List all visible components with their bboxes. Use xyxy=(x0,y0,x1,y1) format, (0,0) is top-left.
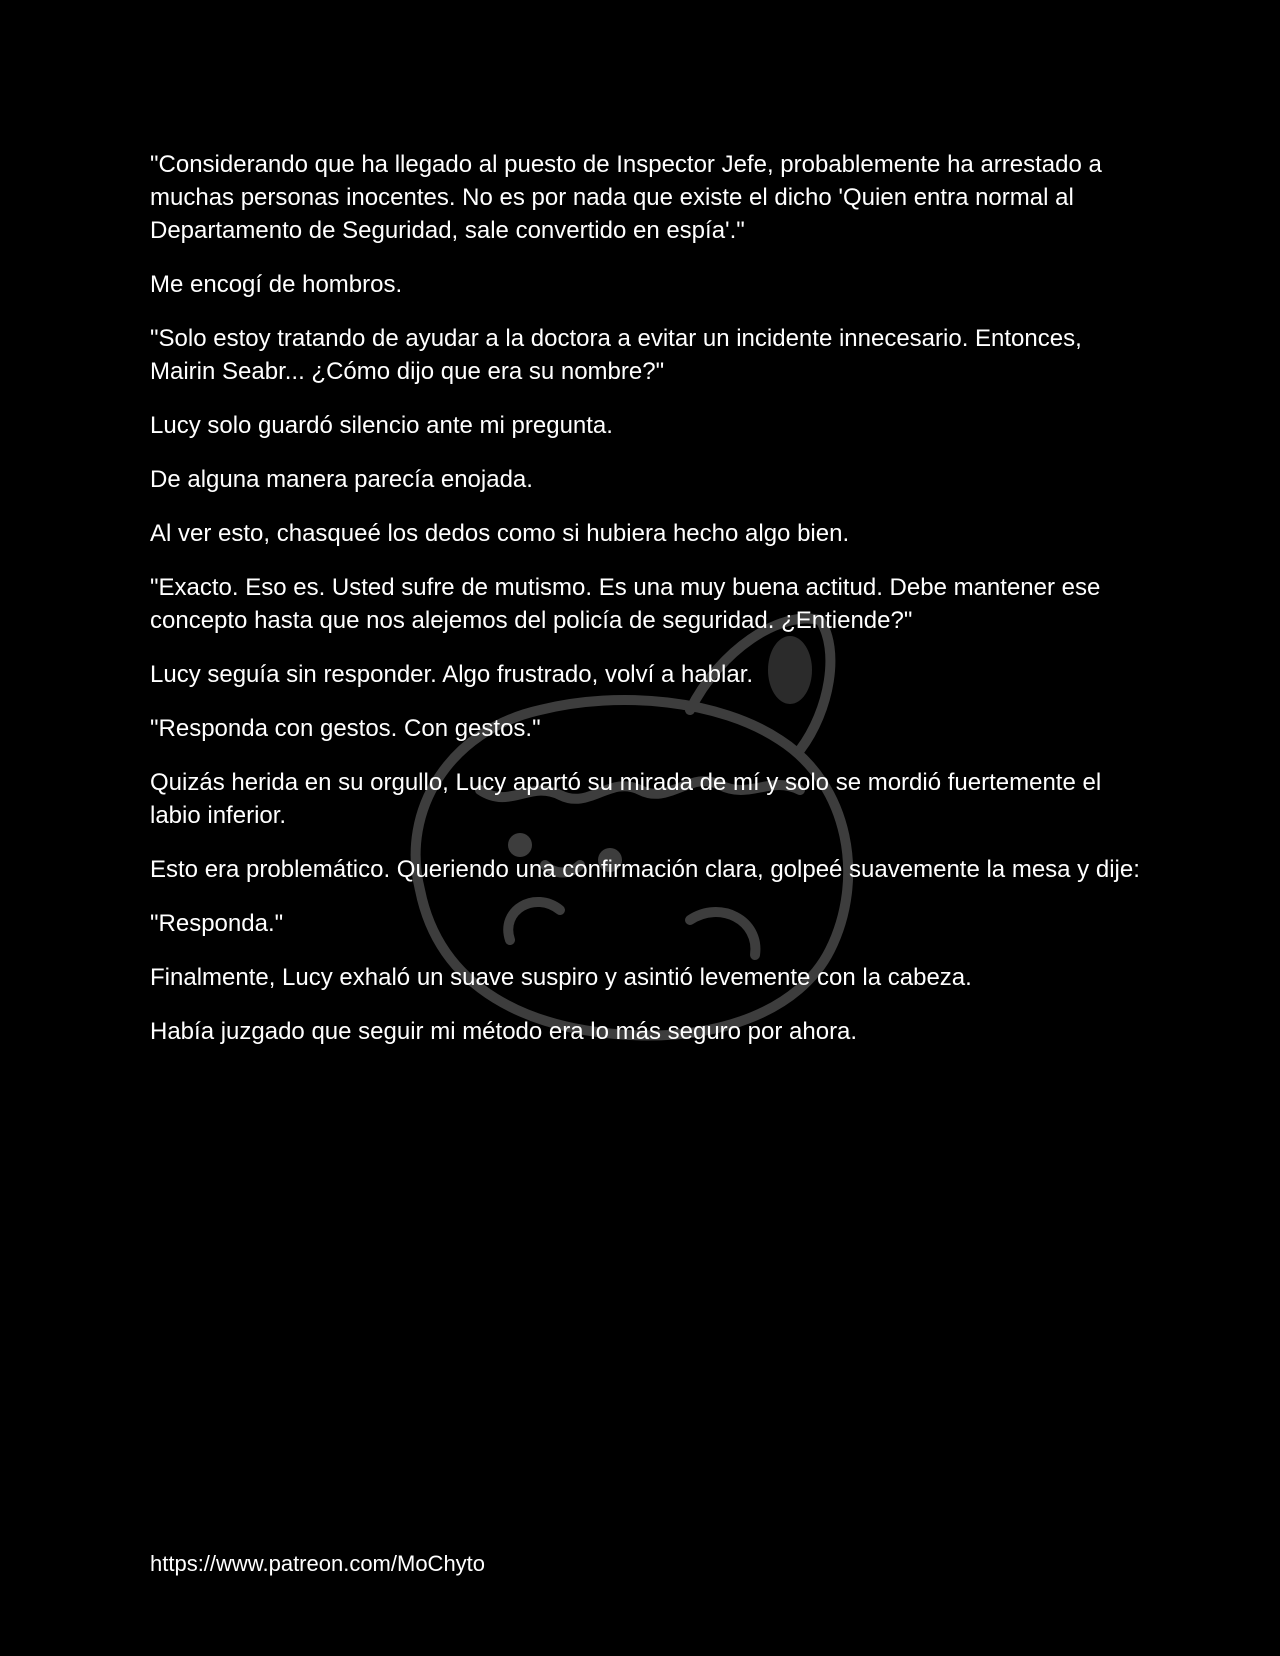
paragraph: Me encogí de hombros. xyxy=(150,271,403,298)
paragraph: Al ver esto, chasqueé los dedos como si hubiera hecho algo bien. xyxy=(150,520,850,547)
paragraph: "Responda con gestos. Con gestos." xyxy=(150,715,541,742)
paragraph: "Considerando que ha llegado al puesto de Inspector Jefe, probablemente ha arrestado a muchas personas inocentes. No es por nada que existe el dicho 'Quien entra normal al Departamento de Seguridad, sale convertido en espía'." xyxy=(150,151,1102,244)
paragraph: Había juzgado que seguir mi método era lo más seguro por ahora. xyxy=(150,1018,858,1045)
paragraph: "Responda." xyxy=(150,910,284,937)
paragraph: "Solo estoy tratando de ayudar a la doctora a evitar un incidente innecesario. Entonces, Mairin Seabr... ¿Cómo dijo que era su nombre?" xyxy=(150,325,1082,385)
document-body xyxy=(150,148,1140,1069)
paragraph: "Exacto. Eso es. Usted sufre de mutismo. Es una muy buena actitud. Debe mantener ese concepto hasta que nos alejemos del policía de seguridad. ¿Entiende?" xyxy=(150,574,1101,634)
paragraph: Lucy seguía sin responder. Algo frustrado, volví a hablar. xyxy=(150,661,754,688)
paragraph: Quizás herida en su orgullo, Lucy apartó su mirada de mí y solo se mordió fuertemente el labio inferior. xyxy=(150,769,1102,829)
patreon-link[interactable]: https://www.patreon.com/MoChyto xyxy=(150,1551,486,1576)
paragraph: Finalmente, Lucy exhaló un suave suspiro y asintió levemente con la cabeza. xyxy=(150,964,972,991)
paragraph: De alguna manera parecía enojada. xyxy=(150,466,533,493)
paragraph: Lucy solo guardó silencio ante mi pregunta. xyxy=(150,412,613,439)
paragraph: Esto era problemático. Queriendo una confirmación clara, golpeé suavemente la mesa y dije: xyxy=(150,856,1140,883)
